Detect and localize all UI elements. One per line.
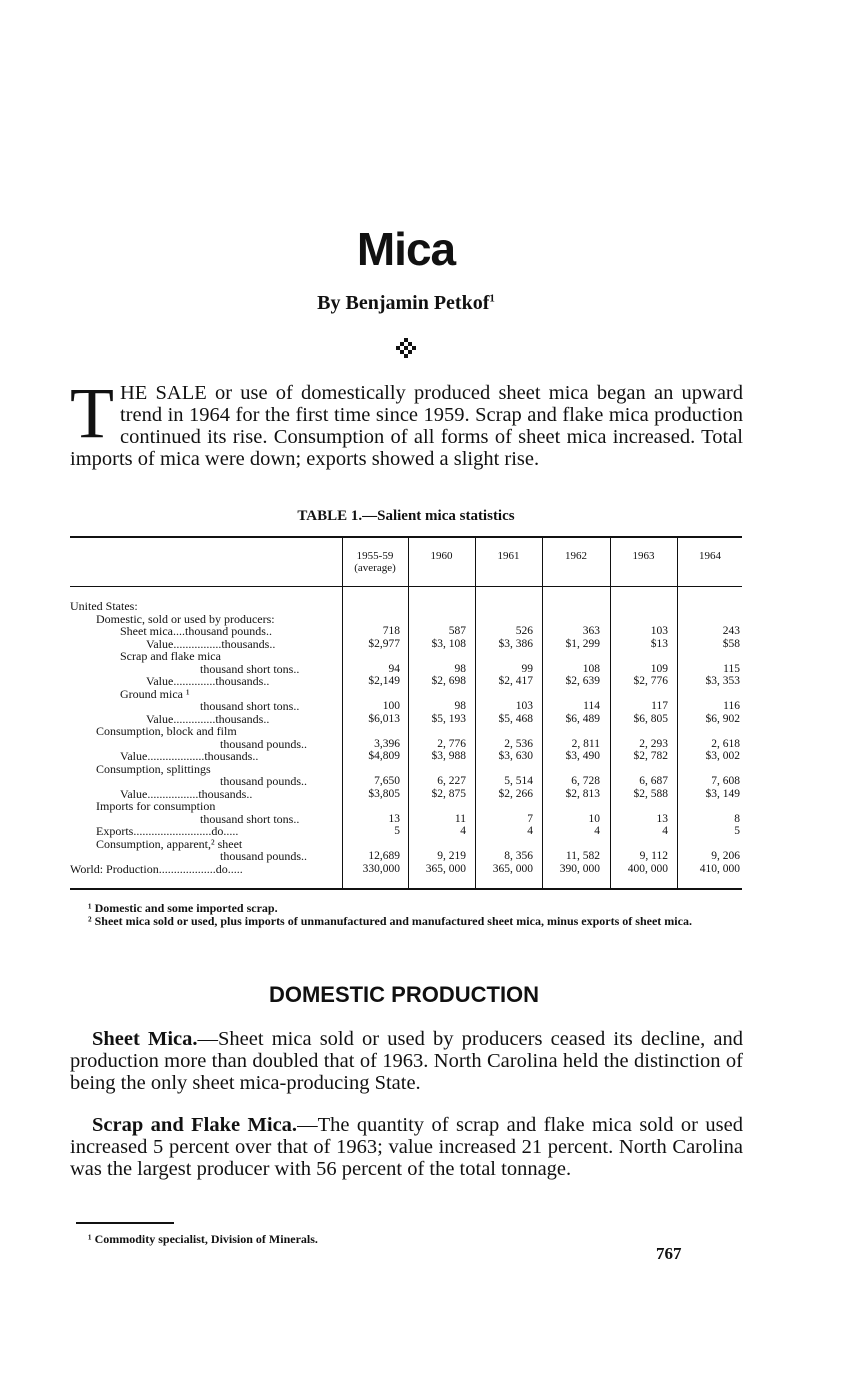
table-bottom-rule (70, 888, 742, 890)
stub-line: World: Production...................do..... (70, 861, 243, 876)
column-header: 1961 (497, 550, 520, 562)
dropcap: T (70, 373, 114, 453)
stub-line: thousand pounds.. (220, 774, 307, 788)
column-divider (677, 538, 678, 888)
table-cell: 330,000 (362, 862, 400, 875)
table-cell: 108 (582, 662, 600, 675)
table-cell: 4 (527, 825, 533, 837)
table-cell: $2, 875 (431, 787, 466, 800)
paragraph-text: —Sheet mica sold or used by producers ceased its decline, and production more than doubled that of 1963. North Carolina held the distinction of being the only sheet mica-producing State. (70, 1028, 743, 1094)
table-cell: 718 (382, 625, 400, 637)
table-cell: $6, 805 (633, 712, 668, 725)
table-cell: 103 (650, 625, 668, 637)
table-cell: 526 (515, 625, 533, 637)
table-cell: 11, 582 (565, 850, 600, 862)
table-cell: 410, 000 (699, 862, 740, 875)
table-cell: $1, 299 (565, 637, 600, 650)
table-cell: $5, 468 (498, 712, 533, 725)
table-cell: 243 (722, 625, 740, 637)
section-title: DOMESTIC PRODUCTION (268, 982, 540, 1007)
table-cell: 7 (527, 812, 533, 825)
table-cell: 7,650 (374, 775, 400, 787)
table-cell: 11 (454, 812, 466, 825)
table-cell: $2, 266 (498, 787, 533, 800)
table-cell: 4 (594, 825, 600, 837)
table-cell: 116 (723, 700, 740, 712)
table-cell: $4,809 (368, 750, 400, 762)
table-cell: $2, 639 (565, 675, 600, 687)
intro-text: HE SALE or use of domestically produced sheet mica began an upward trend in 1964 for the first time since 1959. Scrap and flake mica production continued its rise. Consumption of all forms of sheet mica increased. Total imports of mica were down; exports showed a slight rise. (70, 382, 743, 470)
table-cell: 98 (454, 700, 466, 712)
stub-line: United States: (70, 599, 138, 613)
stub-line: thousand short tons.. (200, 811, 300, 826)
stub-line: thousand short tons.. (200, 699, 300, 713)
table-cell: 115 (723, 662, 740, 675)
table-cell: 114 (583, 700, 600, 712)
stub-line: Consumption, block and film (96, 724, 237, 738)
table-cell: 3,396 (374, 737, 400, 750)
footnote-rule (76, 1222, 174, 1224)
table-cell: 10 (588, 812, 600, 825)
stub-line: Sheet mica....thousand pounds.. (120, 624, 272, 638)
stub-line: Scrap and flake mica (120, 649, 221, 663)
table-cell: 363 (582, 625, 600, 637)
stub-line: thousand pounds.. (220, 849, 307, 863)
table-cell: 365, 000 (492, 862, 533, 875)
table-cell: 12,689 (368, 850, 400, 862)
stub-line: Consumption, splittings (96, 761, 211, 776)
table-cell: $2, 813 (565, 787, 600, 800)
table-cell: 8, 356 (504, 850, 533, 862)
table-footnote: ¹ Domestic and some imported scrap. (88, 901, 278, 915)
table-cell: 94 (388, 662, 400, 675)
ornament-icon (394, 336, 418, 360)
table-cell: 5 (394, 825, 400, 837)
table-header-rule (70, 586, 742, 587)
table-cell: $2, 588 (633, 787, 668, 800)
table-cell: 100 (382, 700, 400, 712)
table-cell: $5, 193 (431, 712, 466, 725)
table-cell: $3, 108 (431, 637, 466, 650)
page-title: Mica (356, 223, 456, 275)
table-cell: 2, 618 (711, 737, 740, 750)
stub-line: Imports for consumption (96, 799, 216, 813)
page-number: 767 (656, 1244, 682, 1263)
table-cell: 6, 687 (639, 775, 668, 787)
table-cell: $2, 417 (498, 675, 533, 687)
stub-line: Ground mica ¹ (120, 686, 190, 701)
table-cell: 109 (650, 662, 668, 675)
table-cell: 4 (460, 825, 466, 837)
table-cell: $6,013 (368, 712, 400, 725)
footnote-mark: 1 (489, 292, 495, 305)
table-cell: 13 (656, 812, 668, 825)
table-cell: 9, 206 (711, 850, 740, 862)
table-cell: 2, 811 (571, 737, 600, 750)
stub-line: thousand pounds.. (220, 736, 307, 751)
table-cell: 365, 000 (425, 862, 466, 875)
table-cell: $2,977 (368, 637, 400, 650)
stub-line: Value...................thousands.. (120, 749, 259, 763)
table-cell: $3, 149 (705, 787, 740, 800)
table-cell: $3,805 (368, 787, 400, 800)
paragraph-text: —The quantity of scrap and flake mica sold or used increased 5 percent over that of 1963; value increased 21 percent. North Carolina was the largest producer with 56 percent of the total tonnage. (70, 1114, 743, 1180)
table-cell: 4 (662, 825, 668, 837)
table-footnote: ² Sheet mica sold or used, plus imports of unmanufactured and manufactured sheet mica, minus exports of sheet mica. (88, 914, 692, 928)
stub-line: Domestic, sold or used by producers: (96, 611, 275, 626)
table-cell: 103 (515, 700, 533, 712)
paragraph-lead: Scrap and Flake Mica. (92, 1114, 298, 1136)
stub-line: Value.................thousands.. (120, 786, 253, 801)
table-cell: $2, 776 (633, 675, 668, 687)
stub-line: Value................thousands.. (146, 636, 276, 651)
table-cell: 117 (651, 700, 668, 712)
table-cell: 6, 227 (437, 775, 466, 787)
column-header: 1962 (565, 550, 587, 562)
paragraph-sheet-mica (70, 1028, 743, 1094)
table-cell: 6, 728 (571, 775, 600, 787)
intro-paragraph (70, 373, 743, 470)
paragraph-scrap-flake-mica (70, 1114, 743, 1180)
stub-line: Value..............thousands.. (146, 674, 270, 688)
stub-line: Value..............thousands.. (146, 711, 270, 726)
table-cell: $3, 353 (705, 675, 740, 687)
table-footnotes (70, 902, 742, 928)
page-footnote: ¹ Commodity specialist, Division of Minerals. (88, 1232, 318, 1246)
table-cell: 13 (388, 812, 400, 825)
table-cell: 390, 000 (559, 862, 600, 875)
table-cell: 400, 000 (627, 862, 668, 875)
table-cell: $13 (650, 637, 668, 650)
table-caption: TABLE 1.—Salient mica statistics (297, 508, 515, 524)
table-cell: 98 (454, 662, 466, 675)
column-header: 1963 (632, 550, 655, 562)
column-header: 1960 (430, 550, 453, 562)
table-cell: 7, 608 (711, 775, 740, 787)
table-cell: 587 (448, 625, 466, 637)
table-cell: 99 (521, 662, 533, 675)
table-cell: $3, 490 (565, 750, 600, 762)
author: By Benjamin Petkof (317, 292, 490, 314)
table-top-rule (70, 536, 742, 538)
stub-line: Exports..........................do..... (96, 824, 239, 838)
column-header: 1964 (699, 550, 721, 562)
table-cell: $2,149 (368, 675, 400, 687)
table-cell: 5, 514 (504, 775, 533, 787)
table-cell: $3, 386 (498, 637, 533, 650)
table-cell: $3, 988 (431, 750, 466, 762)
table-cell: $3, 002 (705, 750, 740, 762)
table-cell: 8 (734, 812, 740, 825)
table-cell: 2, 536 (504, 737, 533, 750)
table-cell: $2, 782 (633, 750, 668, 762)
table-cell: 9, 219 (437, 850, 466, 862)
table-stub (70, 600, 342, 875)
table-cell: $2, 698 (431, 675, 466, 687)
paragraph-lead: Sheet Mica. (92, 1028, 198, 1050)
table-cell: 2, 776 (437, 737, 466, 750)
table-cell: $6, 902 (705, 712, 740, 725)
table-cell: 2, 293 (639, 737, 668, 750)
table-cell: 5 (734, 825, 740, 837)
table-cell: 9, 112 (639, 850, 668, 862)
byline (0, 292, 812, 315)
table-cell: $58 (722, 637, 740, 650)
stub-line: thousand short tons.. (200, 661, 300, 676)
table-cell: $3, 630 (498, 750, 533, 762)
table-cell: $6, 489 (565, 712, 600, 725)
stub-line: Consumption, apparent,² sheet (96, 836, 243, 851)
column-header: 1955-59 (average) (354, 550, 396, 574)
